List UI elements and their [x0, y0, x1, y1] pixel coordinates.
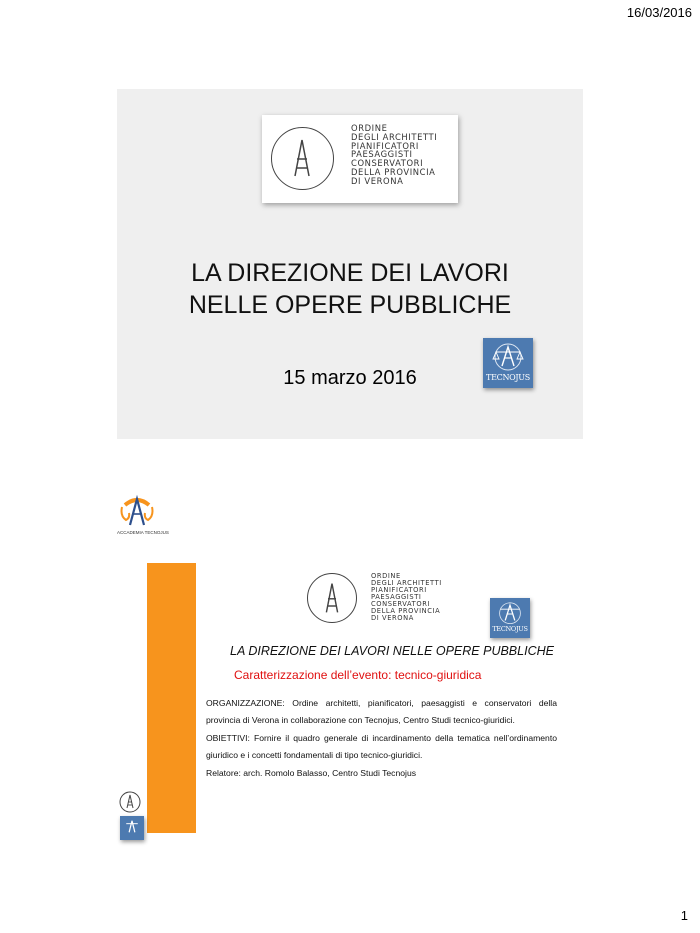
title-line-2: NELLE OPERE PUBBLICHE	[188, 291, 512, 319]
accademia-tecnojus-logo	[117, 492, 169, 544]
slide-2-subtitle: Caratterizzazione dell’evento: tecnico-giuridica	[234, 668, 482, 682]
ordine-logo-text-small: ORDINE DEGLI ARCHITETTI PIANIFICATORI PAESAGGISTI CONSERVATORI DELLA PROVINCIA DI VERONA	[371, 572, 442, 623]
slide-1-date: 15 marzo 2016	[283, 367, 417, 389]
slide-2	[117, 492, 583, 842]
slide-2-title: LA DIREZIONE DEI LAVORI NELLE OPERE PUBBLICHE	[230, 644, 554, 658]
slide-1	[117, 89, 583, 439]
architect-a-icon	[307, 573, 357, 623]
tecnojus-badge-icon	[490, 598, 530, 638]
architect-a-small-icon	[119, 791, 141, 813]
tecnojus-badge-icon	[483, 338, 533, 388]
relatore-paragraph: Relatore: arch. Romolo Balasso, Centro Studi Tecnojus	[206, 767, 417, 778]
slide-2-body	[206, 695, 557, 782]
tecnojus-badge-label: TECNOJUS	[492, 625, 528, 633]
print-date: 16/03/2016	[626, 5, 692, 20]
tecnojus-small-icon	[120, 816, 144, 840]
slide-1-title	[117, 257, 583, 321]
page-number: 1	[680, 908, 688, 923]
title-line-1: LA DIREZIONE DEI LAVORI	[191, 259, 509, 287]
tecnojus-badge-label: TECNOJUS	[486, 373, 530, 382]
ordine-architetti-logo	[262, 115, 458, 203]
organizzazione-paragraph: ORGANIZZAZIONE: Ordine architetti, pianificatori, paesaggisti e conservatori della provincia di Verona in collaborazione con Tecnojus, Centro Studi tecnico-giuridici.	[206, 698, 557, 726]
obiettivi-paragraph: OBIETTIVI: Fornire il quadro generale di incardinamento della tematica nell’ordinamento giuridico e i concetti fondamentali di tipo tecnico-giuridici.	[206, 732, 557, 761]
architect-a-icon	[271, 127, 334, 190]
orange-accent-bar	[147, 563, 196, 833]
accademia-label: ACCADEMIA TECNOJUS	[117, 530, 169, 535]
ordine-architetti-logo-small	[307, 568, 467, 628]
ordine-logo-text: ORDINE DEGLI ARCHITETTI PIANIFICATORI PAESAGGISTI CONSERVATORI DELLA PROVINCIA DI VERONA	[351, 123, 438, 186]
